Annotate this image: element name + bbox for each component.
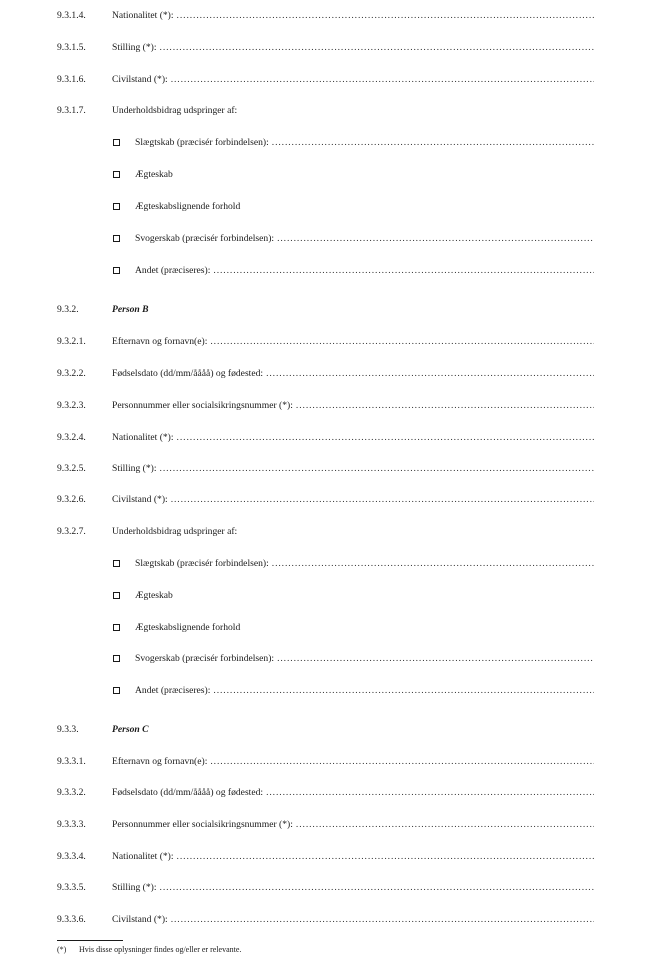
fill-in-line[interactable]: [272, 135, 594, 151]
checkbox[interactable]: [113, 139, 120, 146]
row-content: [135, 199, 594, 215]
fill-in-line[interactable]: [277, 231, 594, 247]
fill-in-line[interactable]: [160, 40, 594, 56]
fill-in-line[interactable]: [177, 849, 594, 865]
row-content: [112, 492, 594, 508]
field-label: Ægteskab: [135, 169, 173, 180]
row-content: [112, 366, 594, 382]
row-content: [112, 430, 594, 446]
footnote-text: Hvis disse oplysninger findes og/eller er relevante.: [79, 945, 242, 954]
field-label: Svogerskab (præcisér forbindelsen):: [135, 233, 275, 244]
row-content: [135, 620, 594, 636]
form-row: [0, 817, 655, 833]
fill-in-line[interactable]: [171, 912, 594, 928]
field-label: Svogerskab (præcisér forbindelsen):: [135, 653, 275, 664]
section-number: 9.3.2.7.: [57, 526, 86, 537]
form-row: [0, 366, 655, 382]
field-label: Stilling (*):: [112, 463, 157, 474]
section-number: 9.3.3.2.: [57, 787, 86, 798]
form-row: [0, 722, 655, 738]
section-number: 9.3.2.5.: [57, 463, 86, 474]
checkbox[interactable]: [113, 655, 120, 662]
form-row: [0, 556, 655, 572]
footnote: [57, 944, 241, 956]
row-content: [135, 556, 594, 572]
field-label: Fødselsdato (dd/mm/åååå) og fødested:: [112, 368, 264, 379]
field-label: Fødselsdato (dd/mm/åååå) og fødested:: [112, 787, 264, 798]
form-row: [0, 492, 655, 508]
section-heading: Person C: [112, 724, 149, 735]
section-number: 9.3.3.5.: [57, 882, 86, 893]
row-content: [112, 72, 594, 88]
field-label: Andet (præciseres):: [135, 685, 211, 696]
form-row: [0, 103, 655, 119]
form-row: [0, 167, 655, 183]
field-label: Underholdsbidrag udspringer af:: [112, 105, 238, 116]
field-label: Efternavn og fornavn(e):: [112, 336, 208, 347]
row-content: [112, 334, 594, 350]
row-content: [135, 167, 594, 183]
field-label: Ægteskabslignende forhold: [135, 622, 241, 633]
row-content: [135, 231, 594, 247]
form-row: [0, 8, 655, 24]
fill-in-line[interactable]: [177, 430, 594, 446]
field-label: Personnummer eller socialsikringsnummer (*):: [112, 819, 293, 830]
row-content: [135, 135, 594, 151]
fill-in-line[interactable]: [177, 8, 594, 24]
field-label: Nationalitet (*):: [112, 851, 174, 862]
section-number: 9.3.1.5.: [57, 42, 86, 53]
fill-in-line[interactable]: [213, 263, 594, 279]
form-row: [0, 912, 655, 928]
fill-in-line[interactable]: [266, 366, 594, 382]
form-row: [0, 785, 655, 801]
field-label: Ægteskabslignende forhold: [135, 201, 241, 212]
section-number: 9.3.1.4.: [57, 10, 86, 21]
row-content: [112, 461, 594, 477]
row-content: [135, 683, 594, 699]
row-content: [112, 880, 594, 896]
section-number: 9.3.3.3.: [57, 819, 86, 830]
checkbox[interactable]: [113, 267, 120, 274]
footnote-marker: (*): [57, 945, 67, 954]
row-content: [112, 103, 594, 119]
field-label: Civilstand (*):: [112, 914, 168, 925]
row-content: [112, 302, 594, 318]
form-row: [0, 263, 655, 279]
section-number: 9.3.3.6.: [57, 914, 86, 925]
footnote-divider: [57, 940, 123, 941]
fill-in-line[interactable]: [296, 398, 594, 414]
fill-in-line[interactable]: [272, 556, 594, 572]
form-row: [0, 40, 655, 56]
form-row: [0, 398, 655, 414]
section-number: 9.3.2.6.: [57, 494, 86, 505]
row-content: [112, 524, 594, 540]
fill-in-line[interactable]: [277, 651, 594, 667]
field-label: Ægteskab: [135, 590, 173, 601]
fill-in-line[interactable]: [171, 72, 594, 88]
checkbox[interactable]: [113, 203, 120, 210]
section-number: 9.3.3.4.: [57, 851, 86, 862]
section-number: 9.3.1.7.: [57, 105, 86, 116]
form-row: [0, 880, 655, 896]
row-content: [112, 8, 594, 24]
field-label: Nationalitet (*):: [112, 10, 174, 21]
form-row: [0, 135, 655, 151]
section-number: 9.3.2.2.: [57, 368, 86, 379]
field-label: Nationalitet (*):: [112, 432, 174, 443]
row-content: [112, 40, 594, 56]
row-content: [112, 785, 594, 801]
field-label: Stilling (*):: [112, 42, 157, 53]
field-label: Slægtskab (præcisér forbindelsen):: [135, 137, 269, 148]
form-row: [0, 430, 655, 446]
section-number: 9.3.2.4.: [57, 432, 86, 443]
row-content: [135, 588, 594, 604]
form-row: [0, 199, 655, 215]
form-row: [0, 524, 655, 540]
form-row: [0, 620, 655, 636]
row-content: [112, 754, 594, 770]
checkbox[interactable]: [113, 235, 120, 242]
section-heading: Person B: [112, 304, 149, 315]
row-content: [112, 849, 594, 865]
checkbox[interactable]: [113, 592, 120, 599]
row-content: [112, 398, 594, 414]
section-number: 9.3.1.6.: [57, 74, 86, 85]
field-label: Underholdsbidrag udspringer af:: [112, 526, 238, 537]
fill-in-line[interactable]: [171, 492, 594, 508]
field-label: Andet (præciseres):: [135, 265, 211, 276]
section-number: 9.3.2.1.: [57, 336, 86, 347]
field-label: Slægtskab (præcisér forbindelsen):: [135, 558, 269, 569]
fill-in-line[interactable]: [266, 785, 594, 801]
fill-in-line[interactable]: [210, 754, 594, 770]
fill-in-line[interactable]: [210, 334, 594, 350]
form-row: [0, 754, 655, 770]
form-row: [0, 231, 655, 247]
fill-in-line[interactable]: [213, 683, 594, 699]
section-number: 9.3.3.1.: [57, 756, 86, 767]
form-row: [0, 588, 655, 604]
section-number: 9.3.2.3.: [57, 400, 86, 411]
fill-in-line[interactable]: [160, 880, 594, 896]
form-row: [0, 651, 655, 667]
checkbox[interactable]: [113, 560, 120, 567]
form-row: [0, 461, 655, 477]
row-content: [112, 912, 594, 928]
checkbox[interactable]: [113, 624, 120, 631]
row-content: [135, 263, 594, 279]
section-number: 9.3.2.: [57, 304, 79, 315]
field-label: Efternavn og fornavn(e):: [112, 756, 208, 767]
row-content: [112, 722, 594, 738]
form-row: [0, 302, 655, 318]
fill-in-line[interactable]: [296, 817, 594, 833]
field-label: Personnummer eller socialsikringsnummer (*):: [112, 400, 293, 411]
row-content: [112, 817, 594, 833]
fill-in-line[interactable]: [160, 461, 594, 477]
checkbox[interactable]: [113, 171, 120, 178]
form-row: [0, 72, 655, 88]
form-row: [0, 683, 655, 699]
field-label: Civilstand (*):: [112, 494, 168, 505]
field-label: Stilling (*):: [112, 882, 157, 893]
section-number: 9.3.3.: [57, 724, 79, 735]
row-content: [135, 651, 594, 667]
checkbox[interactable]: [113, 687, 120, 694]
form-row: [0, 334, 655, 350]
form-row: [0, 849, 655, 865]
field-label: Civilstand (*):: [112, 74, 168, 85]
